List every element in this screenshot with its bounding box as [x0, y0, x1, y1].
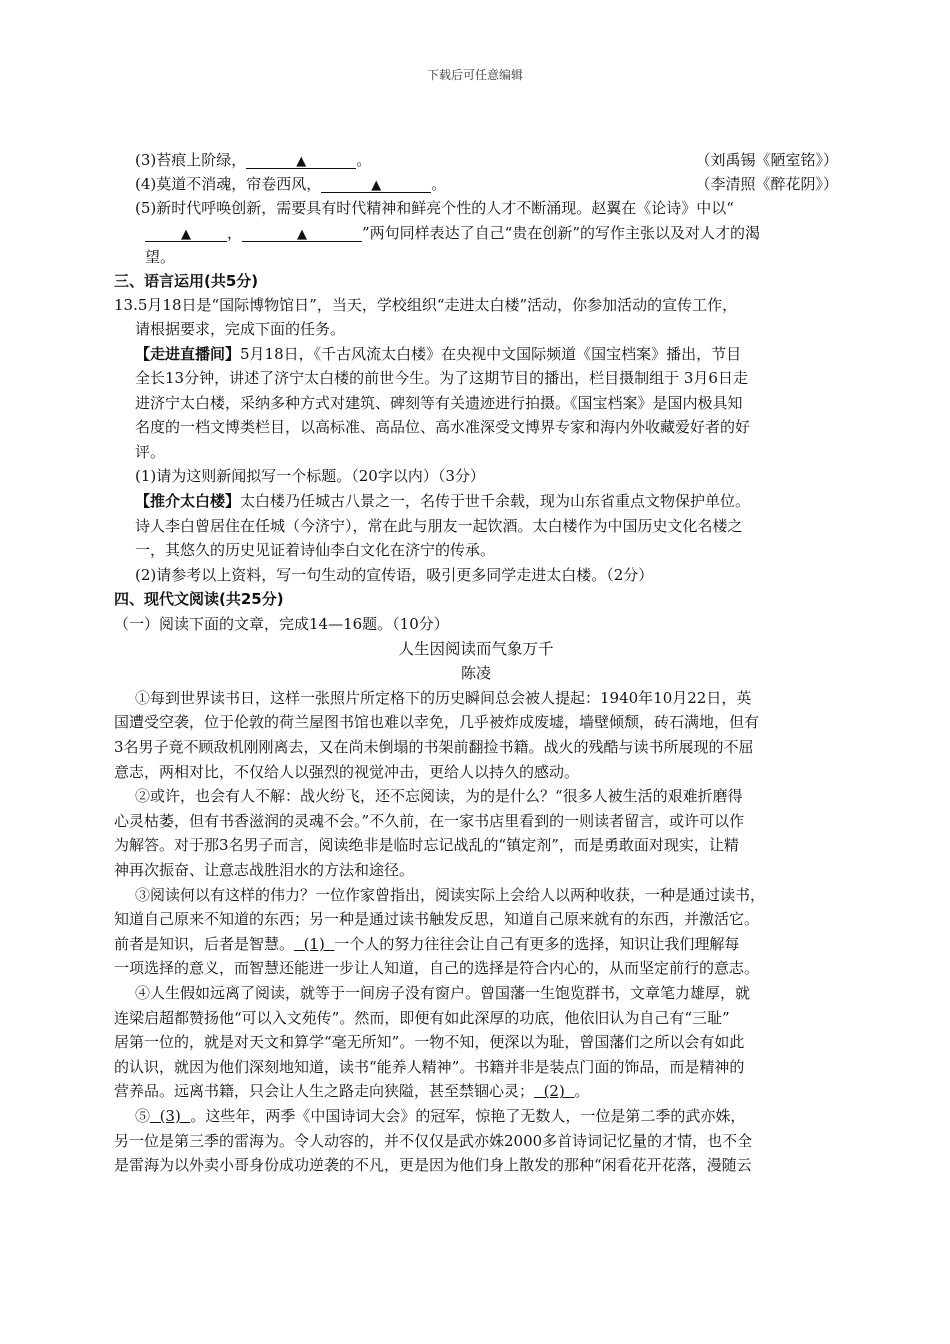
p4-line5 — [114, 1079, 838, 1104]
question-5-line3: 望。 — [145, 247, 176, 266]
p2-line3: 为解答。对于那3名男子而言，阅读绝非是临时忘记战乱的“镇定剂”，而是勇敢面对现实，让精 — [114, 836, 739, 855]
p3-line3 — [114, 932, 838, 957]
p2-line2: 心灵枯萎，但有书香滋润的灵魂不会。”不久前，在一家书店里看到的一则读者留言，或许可以作 — [114, 811, 745, 830]
answer-blank — [321, 174, 431, 193]
p3-text: 前者是知识，后者是智慧。 — [114, 934, 295, 953]
p5-line1 — [114, 1104, 838, 1129]
triangle-icon: ▲ — [371, 178, 382, 194]
q5-sep: ， — [227, 223, 243, 242]
article-author: 陈凌 — [460, 664, 491, 683]
p4-line4: 的认识，就因为他们深刻地知道，读书“能养人精神”。书籍并非是装点门面的饰品，而是精神的 — [114, 1057, 745, 1076]
broadcast-line3: 进济宁太白楼，采纳多种方式对建筑、碑刻等有关遗迹进行拍摄。《国宝档案》是国内极具知 — [135, 393, 743, 412]
triangle-icon: ▲ — [297, 226, 308, 242]
triangle-icon: ▲ — [296, 154, 307, 169]
q4-text: (4)莫道不消魂，帘卷西风， — [135, 175, 322, 194]
p4-line1: ④人生假如远离了阅读，就等于一间房子没有窗户。曾国藩一生饱览群书，文章笔力雄厚，就 — [135, 983, 751, 1002]
p5-line2: 另一位是第三季的雷海为。令人动容的，并不仅仅是武亦姝2000多首诗词记忆量的才情，也不全 — [114, 1131, 753, 1150]
p5-line3: 是雷海为以外卖小哥身份成功逆袭的不凡，更是因为他们身上散发的那种“闲看花开花落，漫随云 — [114, 1156, 752, 1175]
task-2: (2)请参考以上资料，写一句生动的宣传语，吸引更多同学走进太白楼。（2分） — [135, 565, 654, 584]
blank-3 — [150, 1107, 190, 1125]
intro-line2: 诗人李白曾居住在任城（今济宁），常在此与朋友一起饮酒。太白楼作为中国历史文化名楼之 — [135, 516, 743, 535]
q3-text: (3)苔痕上阶绿， — [135, 151, 247, 169]
answer-blank — [145, 223, 227, 242]
broadcast-line2: 全长13分钟，讲述了济宁太白楼的前世今生。为了这期节目的播出，栏目摄制组于 3月6日走 — [135, 369, 748, 388]
q13-line1: 13.5月18日是“国际博物馆日”，当天，学校组织“走进太白楼”活动，你参加活动的宣传工作， — [114, 296, 738, 315]
q3-source: （刘禹锡《陋室铭》） — [695, 151, 838, 169]
p4-end: 。 — [574, 1082, 590, 1101]
page-header: 下载后可任意编辑 — [426, 68, 523, 82]
p1-line2: 国遭受空袭，位于伦敦的荷兰屋图书馆也难以幸免，几乎被炸成废墟，墙壁倾颓，砖石满地，但有 — [114, 713, 760, 732]
question-4 — [114, 172, 838, 196]
blank-1 — [294, 935, 334, 953]
question-5-line2 — [114, 221, 838, 245]
p3-line4: 一项选择的意义，而智慧还能进一步让人知道，自己的选择是符合内心的，从而坚定前行的意志。 — [114, 959, 760, 978]
article-title: 人生因阅读而气象万千 — [398, 639, 554, 658]
section-4-heading: 四、现代文阅读(共25分) — [114, 590, 284, 609]
q4-source: （李清照《醉花阴》） — [695, 175, 838, 194]
broadcast-line1 — [114, 342, 838, 367]
blank-3-label: (3) — [159, 1106, 181, 1125]
q4-end: 。 — [431, 175, 447, 194]
task-1: (1)请为这则新闻拟写一个标题。（20字以内）（3分） — [135, 467, 485, 486]
blank-2 — [534, 1082, 574, 1100]
p3-line2: 知道自己原来不知道的东西；另一种是通过读书触发反思，知道自己原来就有的东西，并激活它。 — [114, 910, 760, 929]
blank-2-label: (2) — [543, 1082, 565, 1101]
broadcast-label: 【走进直播间】 — [135, 344, 241, 363]
p1-line3: 3名男子竟不顾敌机刚刚离去，又在尚未倒塌的书架前翻捡书籍。战火的残酷与读书所展现的不屈 — [114, 738, 754, 756]
triangle-icon: ▲ — [181, 226, 191, 242]
document-body — [114, 148, 838, 1178]
intro-label: 【推介太白楼】 — [135, 492, 241, 511]
intro-line1 — [114, 489, 838, 514]
q5-line2-end: ”两句同样表达了自己“贵在创新”的写作主张以及对人才的渴 — [362, 223, 761, 242]
p4-line3: 居第一位的，就是对天文和算学“毫无所知”。一物不知，便深以为耻，曾国藩们之所以会有如此 — [114, 1033, 745, 1052]
p1-line1: ①每到世界读书日，这样一张照片所定格下的历史瞬间总会被人提起：1940年10月22日，英 — [135, 688, 752, 707]
p3-tail: 一个人的努力往往会让自己有更多的选择，知识让我们理解每 — [334, 934, 740, 953]
answer-blank — [246, 150, 356, 169]
q3-end: 。 — [356, 151, 372, 169]
intro-text: 太白楼乃任城古八景之一，名传于世千余载，现为山东省重点文物保护单位。 — [240, 492, 751, 511]
section-3-heading: 三、语言运用(共5分) — [114, 271, 259, 290]
question-5-line1: (5)新时代呼唤创新，需要具有时代精神和鲜亮个性的人才不断涌现。赵翼在《论诗》中以“ — [135, 199, 734, 218]
p4-line2: 连梁启超都赞扬他“可以入文苑传”。然而，即便有如此深厚的功底，他依旧认为自己有“三耻” — [114, 1008, 730, 1027]
answer-blank — [242, 223, 362, 242]
q13-line2: 请根据要求，完成下面的任务。 — [135, 320, 346, 339]
question-3 — [114, 148, 838, 172]
p2-line1: ②或许，也会有人不解：战火纷飞，还不忘阅读，为的是什么？“很多人被生活的艰难折磨得 — [135, 787, 743, 806]
broadcast-text: 5月18日，《千古风流太白楼》在央视中文国际频道《国宝档案》播出，节目 — [240, 344, 742, 363]
blank-1-label: (1) — [303, 934, 325, 953]
section-4-sub: （一）阅读下面的文章，完成14—16题。（10分） — [114, 615, 449, 634]
broadcast-line4: 名度的一档文博类栏目，以高标准、高品位、高水准深受文博界专家和海内外收藏爱好者的好 — [135, 418, 751, 437]
p2-line4: 神再次振奋、让意志战胜泪水的方法和途径。 — [114, 860, 415, 879]
p3-line1: ③阅读何以有这样的伟力？一位作家曾指出，阅读实际上会给人以两种收获，一种是通过读书， — [135, 885, 766, 904]
broadcast-line5: 评。 — [135, 442, 166, 461]
p1-line4: 意志，两相对比，不仅给人以强烈的视觉冲击，更给人以持久的感动。 — [114, 762, 580, 781]
p4-last-text: 营养品。远离书籍，只会让人生之路走向狭隘，甚至禁锢心灵； — [114, 1082, 535, 1101]
p5-number: ⑤ — [135, 1106, 151, 1125]
p5-text: 。这些年，两季《中国诗词大会》的冠军，惊艳了无数人，一位是第二季的武亦姝， — [190, 1106, 746, 1125]
intro-line3: 一，其悠久的历史见证着诗仙李白文化在济宁的传承。 — [135, 541, 496, 560]
